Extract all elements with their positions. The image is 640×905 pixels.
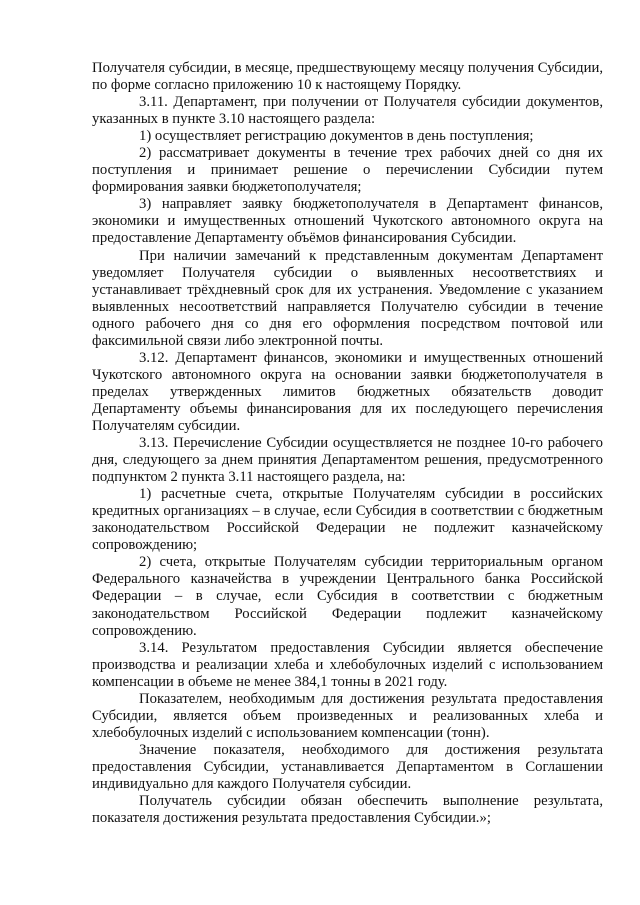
paragraph-remarks: При наличии замечаний к представленным документам Департамент уведомляет Получателя субсидии о выявленных несоответствиях и устанавливает трёхдневный срок для их устранения. Уведомление с указанием выявленных несоответствий направляется Получателю субсидии в течение одного рабочего дня со дня его оформления посредством почтовой или факсимильной связи либо электронной почты. [92, 247, 603, 349]
list-item-3-11-1: 1) осуществляет регистрацию документов в день поступления; [139, 128, 534, 145]
paragraph-3-12: 3.12. Департамент финансов, экономики и имущественных отношений Чукотского автономного округа на основании заявки бюджетополучателя в пределах утвержденных лимитов бюджетных обязательств доводит Департаменту объемы финансирования для их последующего перечисления Получателям субсидии. [92, 349, 603, 434]
paragraph-continuation: Получателя субсидии, в месяце, предшествующему месяцу получения Субсидии, по форме согласно приложению 10 к настоящему Порядку. [92, 60, 603, 94]
document-page [92, 60, 603, 827]
paragraph-3-11: 3.11. Департамент, при получении от Получателя субсидии документов, указанных в пункте 3.10 настоящего раздела: [92, 94, 603, 128]
paragraph-indicator-value: Значение показателя, необходимого для достижения результата предоставления Субсидии, устанавливается Департаментом в Соглашении индивидуально для каждого Получателя субсидии. [92, 741, 603, 792]
paragraph-3-14: 3.14. Результатом предоставления Субсидии является обеспечение производства и реализации хлеба и хлебобулочных изделий с использованием компенсации в объеме не менее 384,1 тонны в 2021 году. [92, 639, 603, 690]
list-item-3-13-1: 1) расчетные счета, открытые Получателям субсидии в российских кредитных организациях – в случае, если Субсидия в соответствии с бюджетным законодательством Российской Федерации не подлежит казначейскому сопровождению; [92, 486, 603, 554]
paragraph-3-13: 3.13. Перечисление Субсидии осуществляется не позднее 10-го рабочего дня, следующего за днем принятия Департаментом решения, предусмотренного подпунктом 2 пункта 3.11 настоящего раздела, на: [92, 435, 603, 486]
paragraph-indicator: Показателем, необходимым для достижения результата предоставления Субсидии, является объем произведенных и реализованных хлеба и хлебобулочных изделий с использованием компенсации (тонн). [92, 690, 603, 741]
list-item-3-11-3: 3) направляет заявку бюджетополучателя в Департамент финансов, экономики и имущественных отношений Чукотского автономного округа на предоставление Департаменту объёмов финансирования Субсидии. [92, 196, 603, 247]
list-item-3-11-2: 2) рассматривает документы в течение трех рабочих дней со дня их поступления и принимает решение о перечислении Субсидии путем формирования заявки бюджетополучателя; [92, 145, 603, 196]
paragraph-obligation: Получатель субсидии обязан обеспечить выполнение результата, показателя достижения результата предоставления Субсидии.»; [92, 793, 603, 827]
list-item-3-13-2: 2) счета, открытые Получателям субсидии территориальным органом Федерального казначейства в учреждении Центрального банка Российской Федерации – в случае, если Субсидия в соответствии с бюджетным законодательством Российской Федерации подлежит казначейскому сопровождению. [92, 554, 603, 639]
